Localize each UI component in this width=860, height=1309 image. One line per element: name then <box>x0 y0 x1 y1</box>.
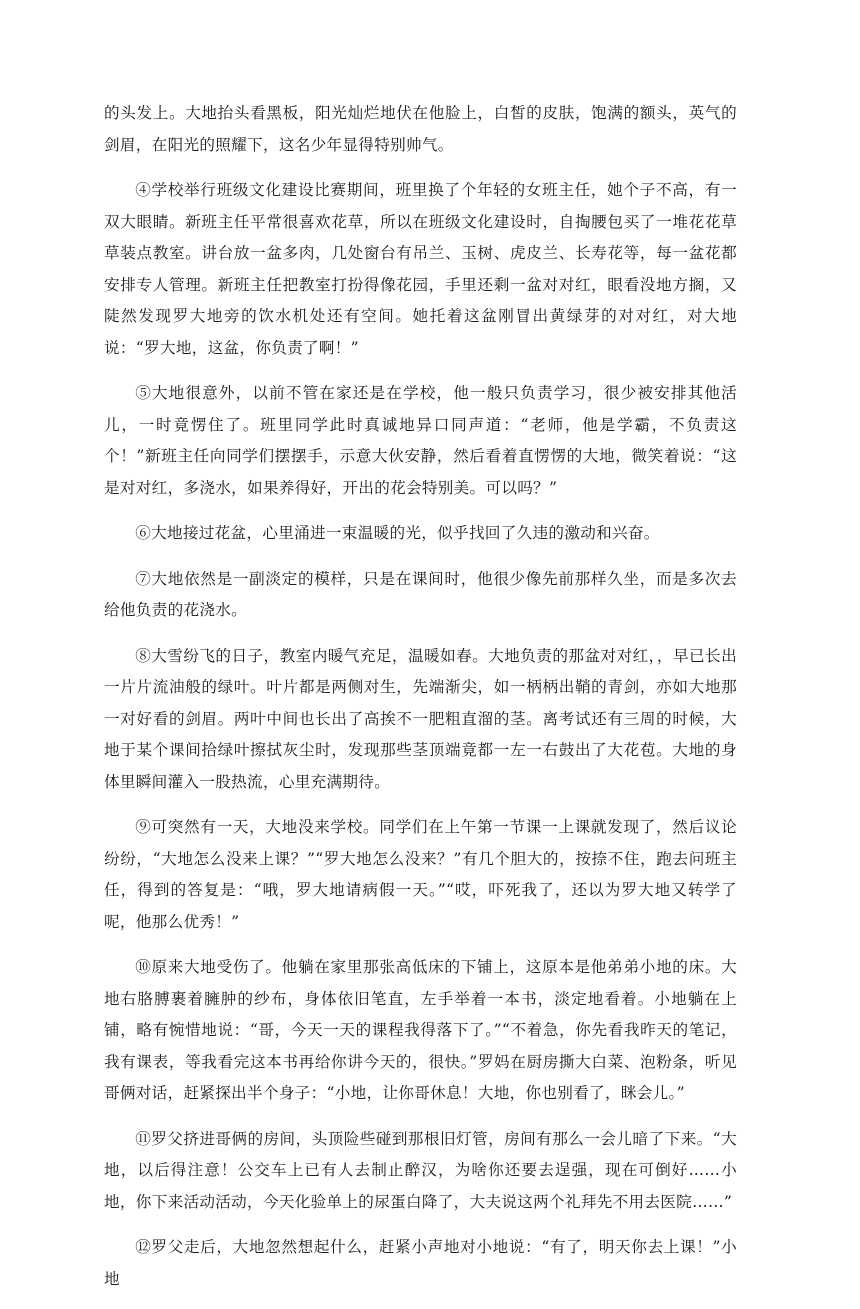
paragraph-4: ④学校举行班级文化建设比赛期间，班里换了个年轻的女班主任，她个子不高，有一双大眼睛。新班主任平常很喜欢花草，所以在班级文化建设时，自掏腰包买了一堆花花草草装点教室。讲台放一盆多肉，几处窗台有吊兰、玉树、虎皮兰、长寿花等，每一盆花都安排专人管理。新班主任把教室打扮得像花园，手里还剩一盆对对红，眼看没地方搁，又陡然发现罗大地旁的饮水机处还有空间。她托着这盆刚冒出黄绿芽的对对红，对大地说：“罗大地，这盆，你负责了啊！” <box>104 181 737 357</box>
paragraph-12: ⑫罗父走后，大地忽然想起什么，赶紧小声地对小地说：“有了，明天你去上课！”小地 <box>104 1238 737 1288</box>
paragraph-9: ⑨可突然有一天，大地没来学校。同学们在上午第一节课一上课就发现了，然后议论纷纷，“大地怎么没来上课？”“罗大地怎么没来？”有几个胆大的，按捺不住，跑去问班主任，得到的答复是：“哦，罗大地请病假一天。”“哎，吓死我了，还以为罗大地又转学了呢，他那么优秀！” <box>104 818 737 931</box>
paragraph-11: ⑪罗父挤进哥俩的房间，头顶险些碰到那根旧灯管，房间有那么一会儿暗了下来。“大地，以后得注意！公交车上已有人去制止醉汉，为啥你还要去逞强，现在可倒好……小地，你下来活动活动，今天化验单上的尿蛋白降了，大夫说这两个礼拜先不用去医院……” <box>104 1129 737 1211</box>
paragraph-continuation: 的头发上。大地抬头看黑板，阳光灿烂地伏在他脸上，白皙的皮肤，饱满的额头，英气的剑眉，在阳光的照耀下，这名少年显得特别帅气。 <box>104 104 737 154</box>
paragraph-8: ⑧大雪纷飞的日子，教室内暖气充足，温暖如春。大地负责的那盆对对红，，早已长出一片片流油般的绿叶。叶片都是两侧对生，先端渐尖，如一柄柄出鞘的青剑，亦如大地那一对好看的剑眉。两叶中间也长出了高挨不一肥粗直溜的茎。离考试还有三周的时候，大地于某个课间拾绿叶擦拭灰尘时，发现那些茎顶端竟都一左一右鼓出了大花苞。大地的身体里瞬间灌入一股热流，心里充满期待。 <box>104 646 737 791</box>
paragraph-5: ⑤大地很意外，以前不管在家还是在学校，他一般只负责学习，很少被安排其他活儿，一时竟愣住了。班里同学此时真诚地异口同声道：“老师，他是学霸，不负责这个！”新班主任向同学们摆摆手，示意大伙安静，然后看着直愣愣的大地，微笑着说：“这是对对红，多浇水，如果养得好，开出的花会特别美。可以吗？” <box>104 384 737 497</box>
paragraph-6: ⑥大地接过花盆，心里涌进一束温暖的光，似乎找回了久违的激动和兴奋。 <box>135 524 660 542</box>
document-page <box>104 98 737 1309</box>
paragraph-7: ⑦大地依然是一副淡定的模样，只是在课间时，他很少像先前那样久坐，而是多次去给他负责的花浇水。 <box>104 569 737 619</box>
paragraph-10: ⑩原来大地受伤了。他躺在家里那张高低床的下铺上，这原本是他弟弟小地的床。大地右胳膊裹着臃肿的纱布，身体依旧笔直，左手举着一本书，淡定地看着。小地躺在上铺，略有惋惜地说：“哥，今天一天的课程我得落下了。”“不着急，你先看我昨天的笔记，我有课表，等我看完这本书再给你讲今天的，很快。”罗妈在厨房撕大白菜、泡粉条，听见哥俩对话，赶紧探出半个身子：“小地，让你哥休息！大地，你也别看了，眯会儿。” <box>104 958 737 1102</box>
